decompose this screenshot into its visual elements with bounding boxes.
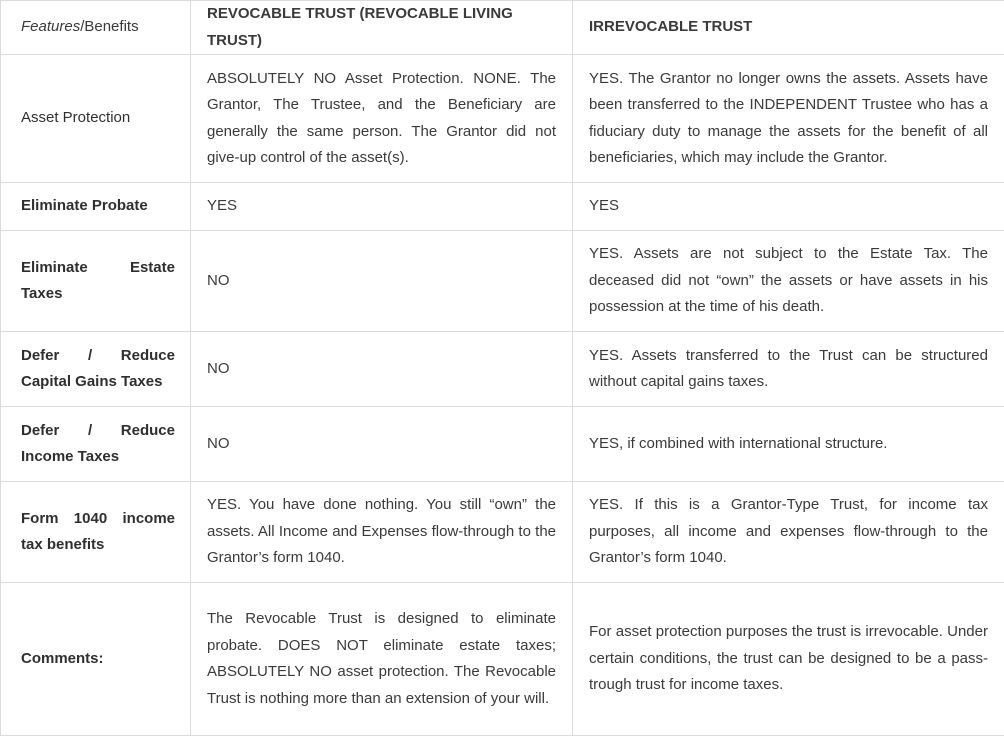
cell-irrevocable: YES. The Grantor no longer owns the assets. Assets have been transferred to the INDEPENDENT Trustee who has a fiduciary duty to manage the assets for the benefit of all beneficiaries, which may include the Grantor.: [573, 55, 1004, 183]
table-row: [1, 407, 1004, 482]
cell-irrevocable: YES. Assets are not subject to the Estate Tax. The deceased did not “own” the assets or have assets in his possession at the time of his death.: [573, 231, 1004, 332]
cell-irrevocable: For asset protection purposes the trust is irrevocable. Under certain conditions, the trust can be designed to be a pass-trough trust for income taxes.: [573, 583, 1004, 736]
cell-revocable: ABSOLUTELY NO Asset Protection. NONE. The Grantor, The Trustee, and the Beneficiary are generally the same person. The Grantor did not give-up control of the asset(s).: [191, 55, 573, 183]
cell-revocable: YES. You have done nothing. You still “own” the assets. All Income and Expenses flow-through to the Grantor’s form 1040.: [191, 482, 573, 583]
row-feature-comments: Comments:: [1, 583, 191, 736]
header-benefits: /Benefits: [80, 18, 139, 36]
cell-revocable: NO: [191, 407, 573, 482]
row-feature-capital-gains: Defer / Reduce Capital Gains Taxes: [1, 332, 191, 407]
cell-revocable: NO: [191, 332, 573, 407]
cell-revocable: The Revocable Trust is designed to eliminate probate. DOES NOT eliminate estate taxes; ABSOLUTELY NO asset protection. The Revocable Trust is nothing more than an extension of your will.: [191, 583, 573, 736]
header-row: [1, 1, 1004, 55]
table-row: [1, 231, 1004, 332]
table-row: [1, 183, 1004, 231]
cell-irrevocable: YES. If this is a Grantor-Type Trust, for income tax purposes, all income and expenses flow-through to the Grantor’s form 1040.: [573, 482, 1004, 583]
cell-irrevocable: YES. Assets transferred to the Trust can be structured without capital gains taxes.: [573, 332, 1004, 407]
row-feature-form-1040: Form 1040 income tax benefits: [1, 482, 191, 583]
row-feature-eliminate-probate: Eliminate Probate: [1, 183, 191, 231]
cell-irrevocable: YES: [573, 183, 1004, 231]
table-row: [1, 482, 1004, 583]
header-features-italic: Features: [21, 18, 81, 36]
table-row: [1, 332, 1004, 407]
table-row: [1, 55, 1004, 183]
row-feature-eliminate-estate-taxes: Eliminate Estate Taxes: [1, 231, 191, 332]
row-feature-income-taxes: Defer / Reduce Income Taxes: [1, 407, 191, 482]
cell-revocable: NO: [191, 231, 573, 332]
header-revocable-trust: REVOCABLE TRUST (REVOCABLE LIVING TRUST): [191, 1, 573, 55]
table-row: [1, 583, 1004, 736]
header-features-benefits: [1, 1, 191, 55]
cell-irrevocable: YES, if combined with international structure.: [573, 407, 1004, 482]
cell-revocable: YES: [191, 183, 573, 231]
header-irrevocable-trust: IRREVOCABLE TRUST: [573, 1, 1004, 55]
row-feature-asset-protection: Asset Protection: [1, 55, 191, 183]
